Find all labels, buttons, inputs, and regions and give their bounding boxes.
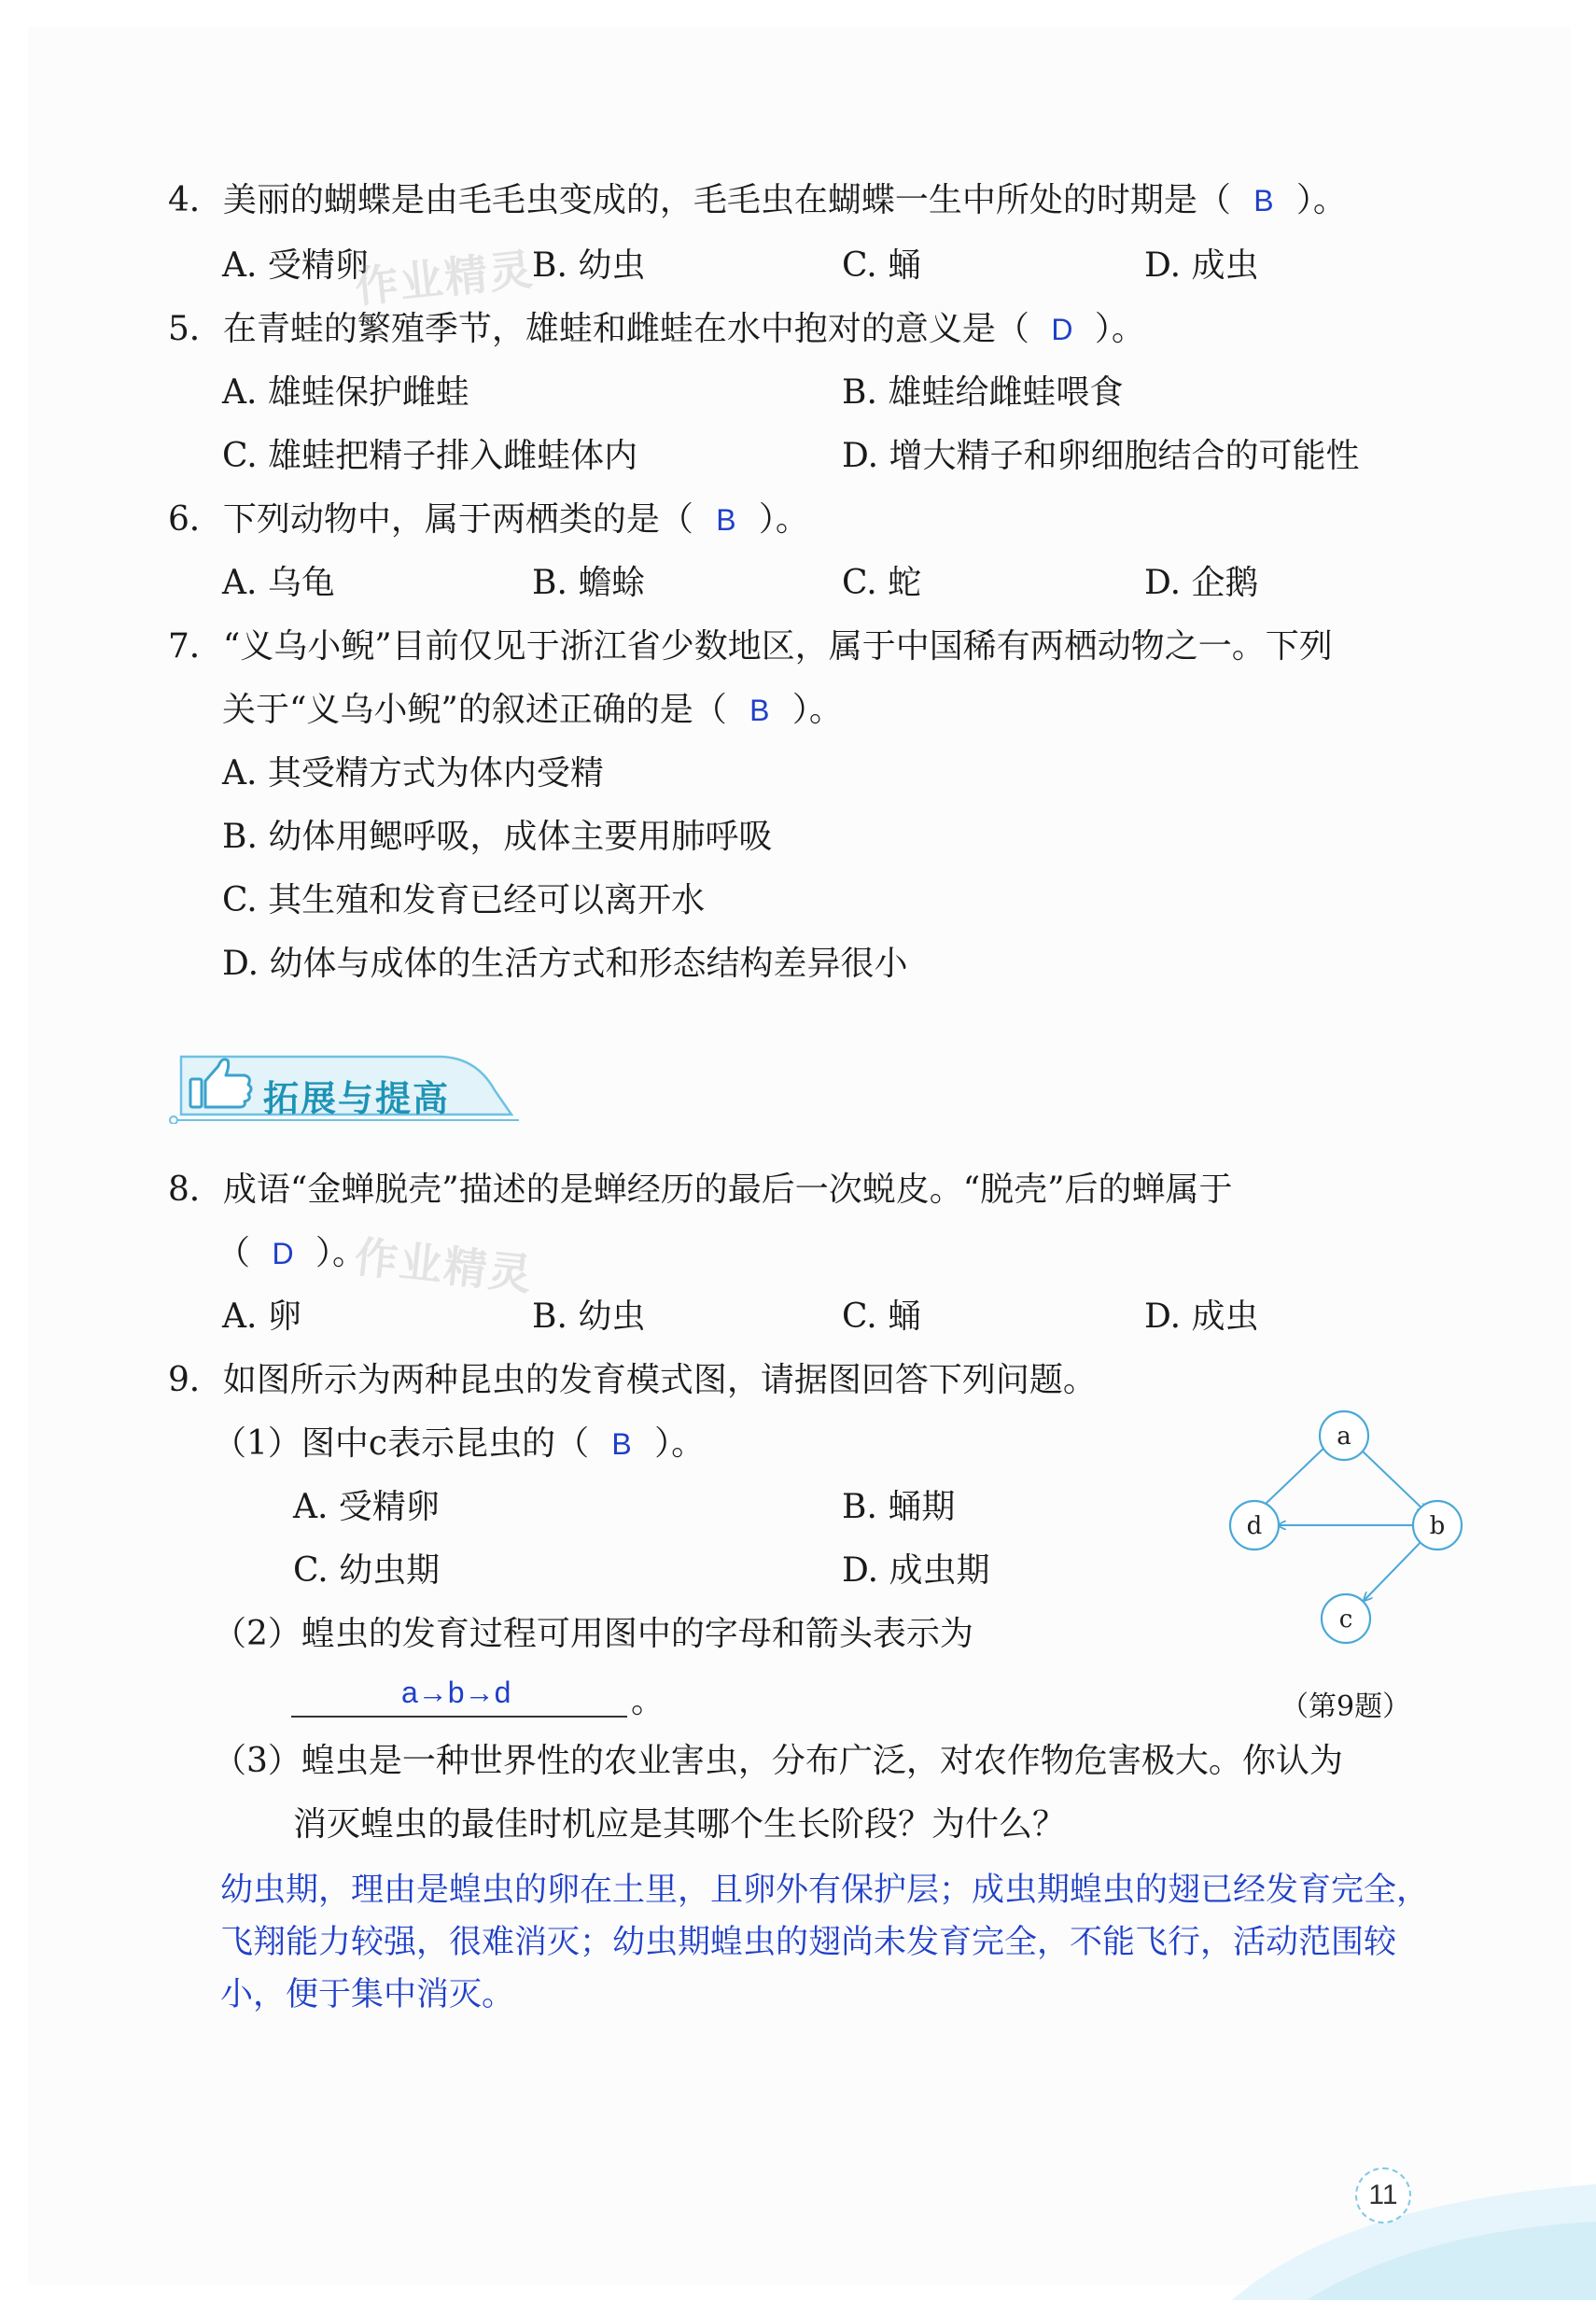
q7-answer: B: [749, 694, 770, 727]
q8-option-d: D. 成虫: [1144, 1297, 1259, 1336]
q8-close: ）。: [315, 1234, 367, 1272]
q4-stem: [168, 179, 1347, 222]
q4-option-d: D. 成虫: [1144, 246, 1259, 285]
q4-answer: B: [1253, 184, 1274, 217]
q9-part1-option-c: C. 幼虫期: [293, 1551, 441, 1590]
diagram-caption: （第9题）: [1281, 1690, 1411, 1723]
q5-option-a: A. 雄蛙保护雌蛙: [222, 373, 469, 412]
q6-stem-text: 6．下列动物中，属于两栖类的是（: [168, 500, 693, 539]
q8-answer: D: [272, 1237, 294, 1270]
node-d-label: d: [1246, 1512, 1263, 1540]
q9-part2-end: 。: [631, 1682, 665, 1720]
q9-part1-stem: [213, 1423, 705, 1466]
q5-option-d: D. 增大精子和卵细胞结合的可能性: [842, 437, 1360, 475]
q7-option-a: A. 其受精方式为体内受精: [222, 754, 604, 792]
q6-close: ）。: [758, 500, 809, 539]
corner-wave-decoration: [1232, 2147, 1596, 2300]
q9-part1-answer: B: [611, 1427, 632, 1461]
q6-option-b: B. 蟾蜍: [532, 564, 646, 602]
q4-option-a: A. 受精卵: [222, 246, 369, 285]
node-b-label: b: [1429, 1512, 1446, 1540]
q8-option-a: A. 卵: [222, 1297, 301, 1336]
q9-part1-option-d: D. 成虫期: [842, 1551, 990, 1590]
section-title: 拓展与提高: [263, 1078, 451, 1119]
q7-option-c: C. 其生殖和发育已经可以离开水: [222, 881, 706, 919]
q8-option-c: C. 蛹: [842, 1297, 922, 1336]
q9-part3-answer-line3: 小，便于集中消灭。: [220, 1976, 515, 2013]
q9-part1-option-a: A. 受精卵: [293, 1488, 440, 1526]
q5-close: ）。: [1094, 310, 1145, 348]
q9-part3-line2: 消灭蝗虫的最佳时机应是其哪个生长阶段？为什么？: [293, 1805, 1067, 1844]
q6-answer: B: [716, 503, 736, 537]
q8-option-b: B. 幼虫: [532, 1297, 646, 1336]
q4-option-c: C. 蛹: [842, 246, 922, 285]
watermark-1: 作业精灵: [353, 244, 537, 313]
q8-stem-line2: [217, 1232, 366, 1275]
q7-option-d: D. 幼体与成体的生活方式和形态结构差异很小: [222, 945, 908, 983]
q6-option-a: A. 乌龟: [222, 564, 335, 602]
watermark-2: 作业精灵: [352, 1231, 536, 1300]
q8-stem-line1: 8．成语“金蝉脱壳”描述的是蝉经历的最后一次蜕皮。“脱壳”后的蝉属于: [168, 1171, 1233, 1209]
q6-stem: [168, 498, 809, 541]
q9-part3-answer-line2: 飞翔能力较强，很难消灭；幼虫期蝗虫的翅尚未发育完全，不能飞行，活动范围较: [220, 1924, 1397, 1961]
q7-stem-line2-text: 关于“义乌小鲵”的叙述正确的是（: [222, 691, 727, 729]
q9-part3-line1: （3）蝗虫是一种世界性的农业害虫，分布广泛，对农作物危害极大。你认为: [213, 1742, 1343, 1780]
q9-stem: 9．如图所示为两种昆虫的发育模式图，请据图回答下列问题。: [168, 1361, 1097, 1399]
q4-option-b: B. 幼虫: [532, 246, 646, 285]
q9-part2-stem: （2）蝗虫的发育过程可用图中的字母和箭头表示为: [213, 1615, 973, 1653]
page-number: 11: [1355, 2167, 1411, 2223]
q9-part2-answer: a→b→d: [401, 1676, 511, 1709]
q5-option-b: B. 雄蛙给雌蛙喂食: [842, 373, 1124, 412]
q4-stem-text: 4．美丽的蝴蝶是由毛毛虫变成的，毛毛虫在蝴蝶一生中所处的时期是（: [168, 181, 1231, 219]
q9-part3-answer-line1: 幼虫期，理由是蝗虫的卵在土里，且卵外有保护层；成虫期蝗虫的翅已经发育完全，: [220, 1872, 1430, 1909]
arrow-a-to-b: [1360, 1449, 1425, 1511]
q7-close: ）。: [791, 691, 843, 729]
q7-stem-line2: [222, 689, 843, 732]
q9-part1-option-b: B. 蛹期: [842, 1488, 956, 1526]
q5-stem-text: 5．在青蛙的繁殖季节，雄蛙和雌蛙在水中抱对的意义是（: [168, 310, 1029, 348]
q9-part1-stem-text: （1）图中c表示昆虫的（: [213, 1424, 590, 1463]
q5-stem: [168, 308, 1145, 351]
q7-option-b: B. 幼体用鳃呼吸，成体主要用肺呼吸: [222, 818, 773, 856]
node-a-label: a: [1337, 1423, 1351, 1451]
q7-stem-line1: 7．“义乌小鲵”目前仅见于浙江省少数地区，属于中国稀有两栖动物之一。下列: [168, 627, 1333, 666]
q5-option-c: C. 雄蛙把精子排入雌蛙体内: [222, 437, 638, 475]
q6-option-c: C. 蛇: [842, 564, 922, 602]
q4-close: ）。: [1295, 181, 1347, 219]
arrow-b-to-c: [1365, 1535, 1428, 1600]
insect-development-diagram: [1213, 1409, 1475, 1680]
q5-answer: D: [1051, 313, 1073, 346]
q8-open: （: [217, 1234, 251, 1272]
q9-part1-close: ）。: [654, 1424, 706, 1463]
arrow-d-to-a: [1266, 1443, 1329, 1504]
q6-option-d: D. 企鹅: [1144, 564, 1259, 602]
node-c-label: c: [1338, 1606, 1353, 1634]
q9-part2-blank-line: [291, 1716, 627, 1718]
